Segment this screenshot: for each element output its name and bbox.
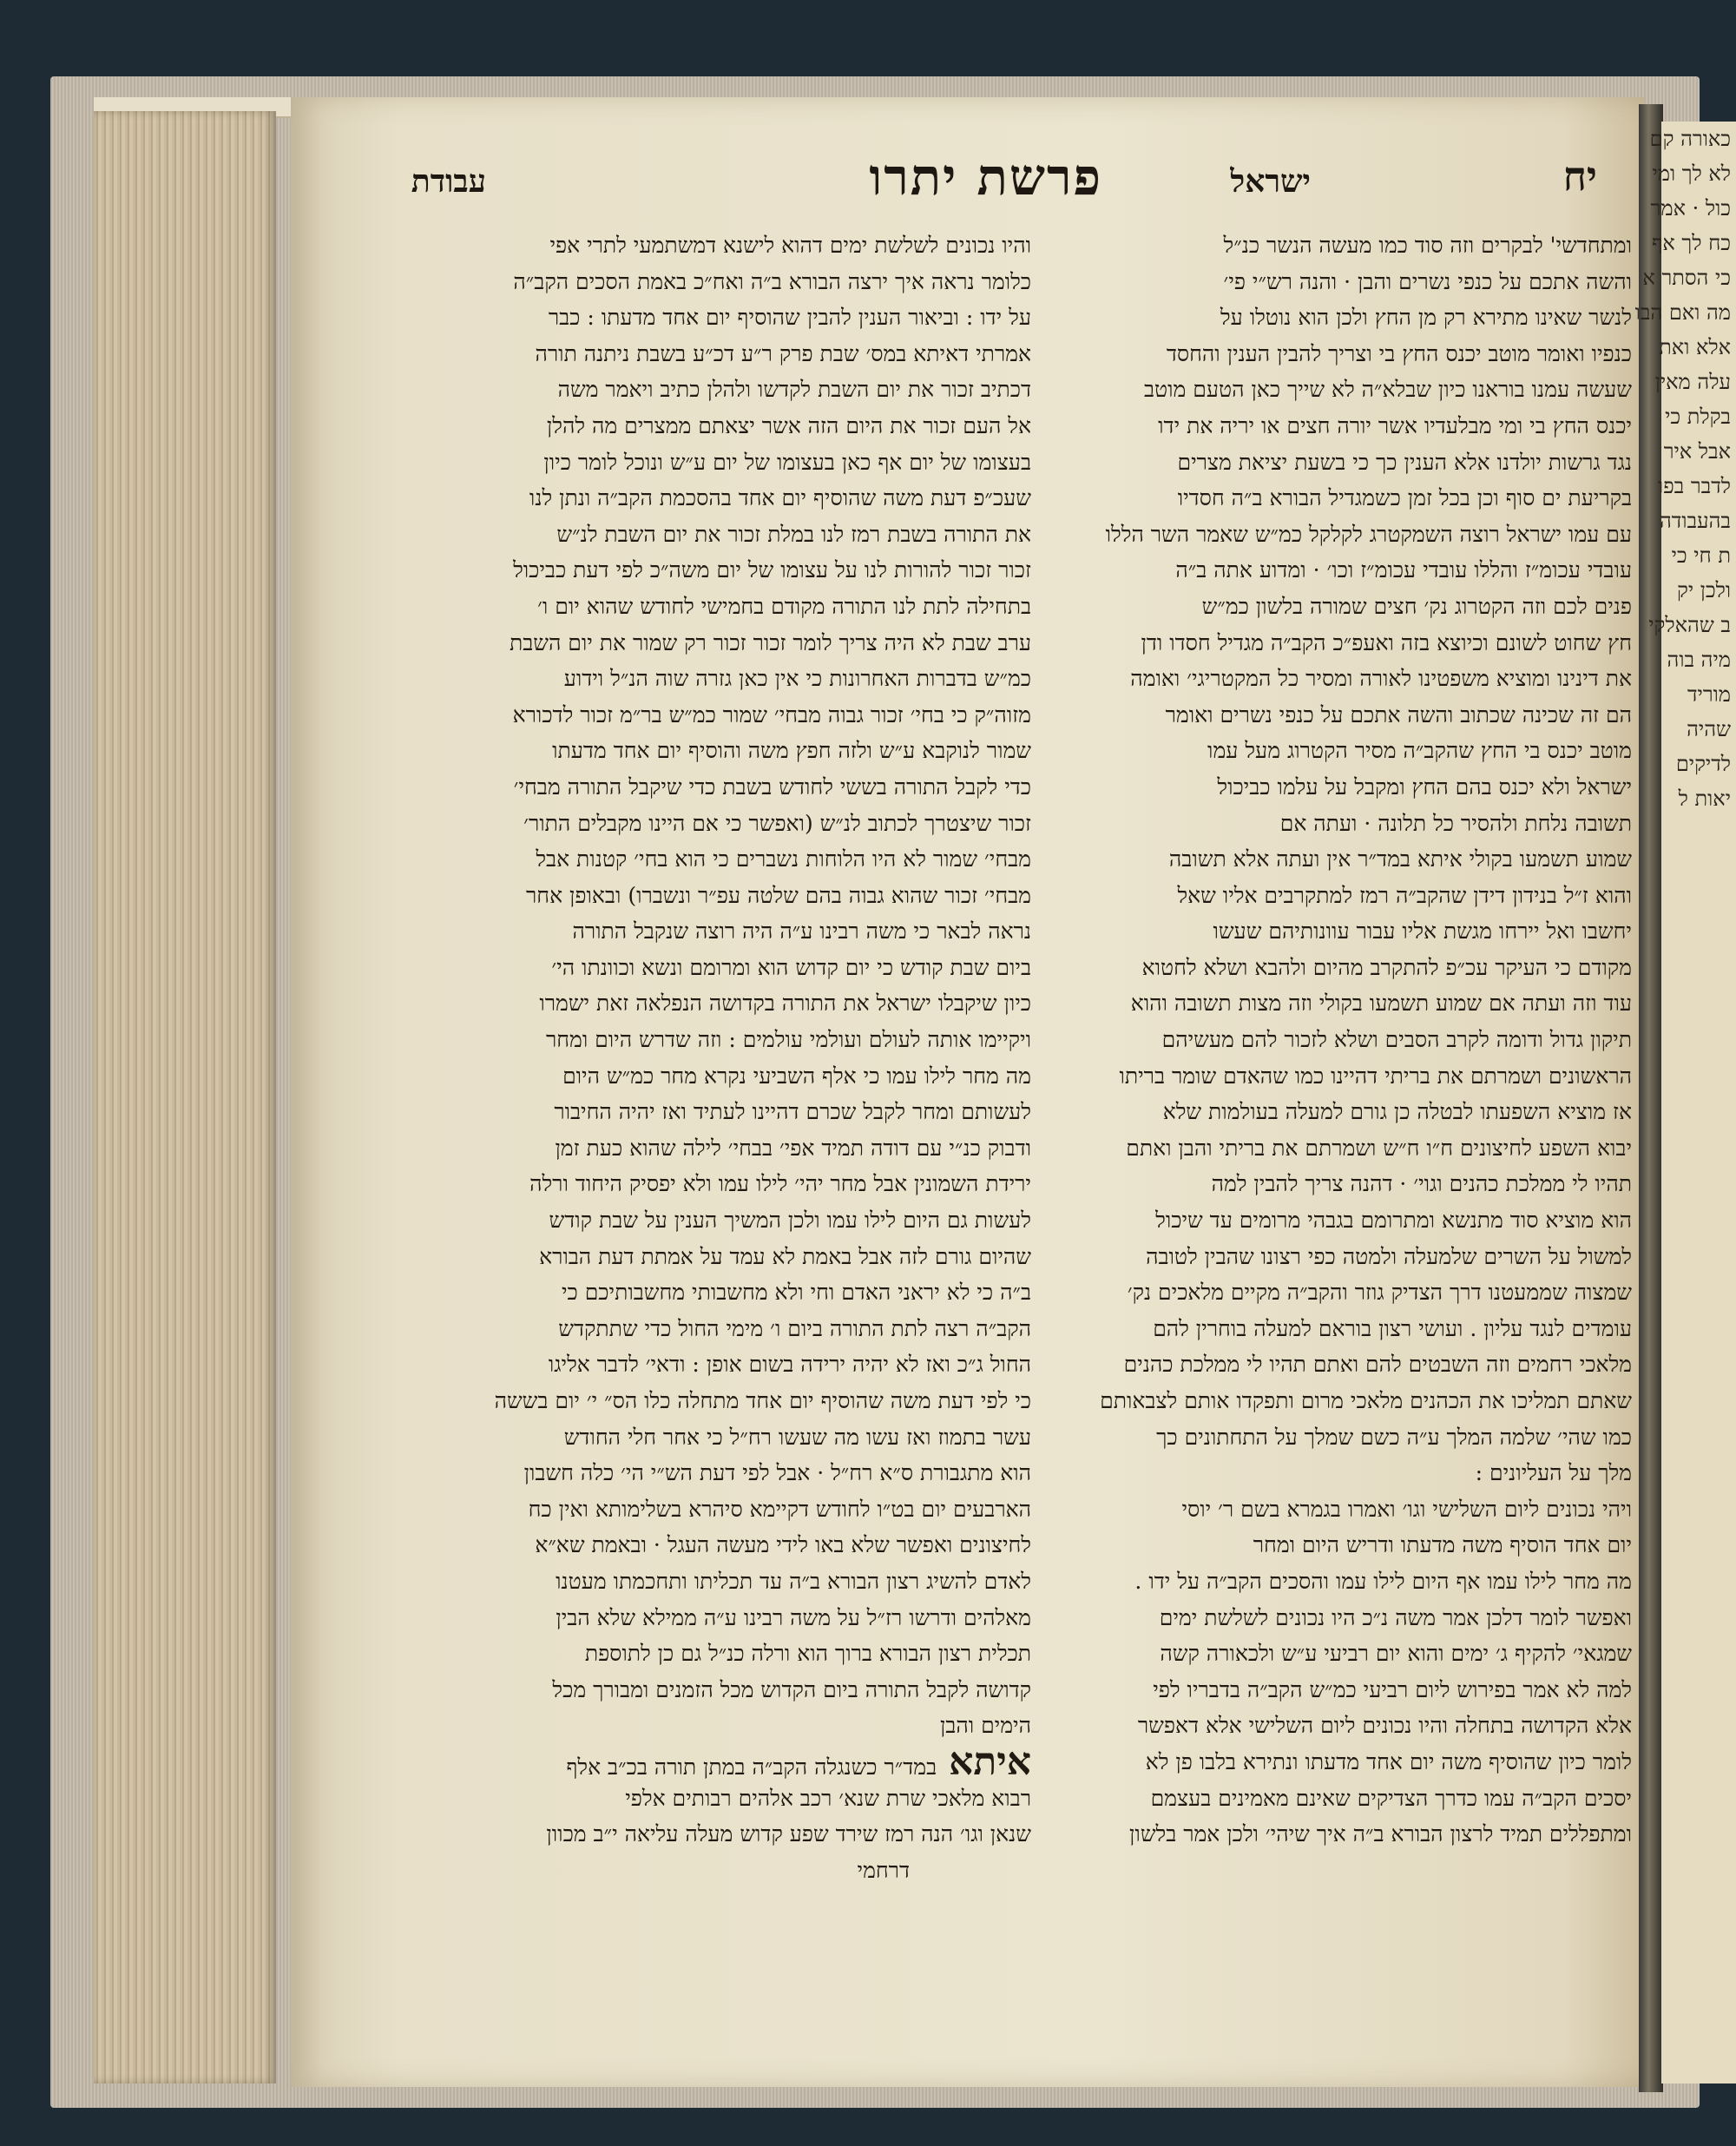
text-line: שאתם תמליכו את הכהנים מלאכי מרום ותפקדו אותם לצבאותם xyxy=(1100,1388,1632,1413)
text-line: ירידת השמונין אבל מחר יהי׳ לילו עמו ולא יפסיק היחוד ורלה xyxy=(529,1171,1031,1197)
text-line: יסכים הקב״ה עמו כדרך הצדיקים שאינם מאמינים בעצמם xyxy=(1150,1785,1632,1811)
text-line: שהיום גורם לזה אבל באמת לא עמד על אמתת דעת הבורא xyxy=(539,1243,1031,1269)
facing-page-line: מיה בוה xyxy=(1667,648,1731,672)
text-line: עם עמו ישראל רוצה השמקטרג לקלקל כמ״ש שאמר השר הללו xyxy=(1105,521,1632,547)
text-line: והיו נכונים לשלשת ימים דהוא לישנא דמשתמעי לתרי אפי xyxy=(549,233,1031,258)
text-line: זכור שיצטרך לכתוב לנ״ש (ואפשר כי אם היינו מקבלים התור׳ xyxy=(523,810,1031,836)
text-line: אלא הקדושה בתחלה והיו נכונים ליום השלישי אלא דאפשר xyxy=(1137,1713,1632,1739)
text-line: עשר בתמוז ואז עשו מה שעשו רח״ל כי אחר חלי החודש xyxy=(563,1424,1031,1450)
text-line xyxy=(363,1739,1031,1784)
facing-page-line: כח לך אף xyxy=(1651,231,1731,255)
text-line: מזוה״ק כי בחי׳ זכור גבוה מבחי׳ שמור כמ״ש בר״מ זכור לדכורא xyxy=(512,701,1031,727)
text-line: תשובה נלחת ולהסיר כל תלונה · ועתה אם xyxy=(1279,810,1632,836)
facing-page-line: כי הסתר א xyxy=(1642,266,1731,290)
text-line: שעכ״פ דעת משה שהוסיף יום אחד בהסכמת הקב״ה ונתן לנו xyxy=(529,485,1031,511)
text-line: שמצוה שממעטנו דרך הצדיק גוזר והקב״ה מקיים מלאכים נק׳ xyxy=(1127,1280,1632,1306)
text-line: כמ״ש בדברות האחרונות כי אין כאן גזרה שוה הנ״ל וידוע xyxy=(563,666,1031,692)
facing-page-line: שהיה xyxy=(1687,717,1731,741)
facing-page-line: בהעבודה xyxy=(1659,509,1731,533)
text-line: לומר כיון שהוסיף משה יום אחד מדעתו ונתירא בלבו פן לא xyxy=(1145,1748,1632,1774)
text-line: מלאכי רחמים וזה השבטים להם ואתם תהיו לי ממלכת כהנים xyxy=(1123,1352,1632,1378)
facing-page-line: לא לך ומי xyxy=(1652,161,1731,186)
folio-number: יח xyxy=(1562,153,1597,200)
text-line: כי לפי דעת משה שהוסיף יום אחד מתחלה כלו הס״ י׳ יום בששה xyxy=(494,1388,1031,1413)
text-line: עומדים לנגד עליון . ועושי רצון בוראם למעלה בוחרין להם xyxy=(1153,1315,1632,1341)
page-block-edge xyxy=(94,111,276,2083)
text-line: מה מחר לילו עמו כי אלף השביעי נקרא מחר כמ״ש היום xyxy=(562,1063,1031,1089)
book-gutter xyxy=(1639,104,1663,2092)
text-line: החול ג״כ ואז לא יהיה ירידה בשום אופן : ודאי׳ לדבר אליגו xyxy=(548,1352,1031,1378)
text-line: מבחי׳ שמור לא היו הלוחות נשברים כי הוא בחי׳ קטנות אבל xyxy=(536,846,1031,872)
text-line: למה לא אמר בפירוש ליום רביעי כמ״ש הקב״ה בדבריו לפי xyxy=(1153,1676,1632,1702)
text-line: ודבוק כנ״י עם דודה תמיד אפי׳ בבחי׳ לילה שהוא כעת זמן xyxy=(555,1135,1031,1161)
text-line: ערב שבת לא היה צריך לומר זכור זכור רק שמור את יום השבת xyxy=(509,629,1031,655)
text-line: שמור לנוקבא ע״ש ולזה חפץ משה והוסיף יום אחד מדעתו xyxy=(552,738,1031,764)
text-line: הם זה שכינה שכתוב והשה אתכם על כנפי נשרים ואומר xyxy=(1165,701,1632,727)
facing-page-line: כול · אמר xyxy=(1650,196,1731,221)
facing-page-line: מוריד xyxy=(1687,682,1731,707)
text-line: למשול על השרים שלמעלה ולמטה כפי רצונו שהבין לטובה xyxy=(1146,1243,1632,1269)
text-line: אמרתי דאיתא במס׳ שבת פרק ר״ע דכ״ע בשבת ניתנה תורה xyxy=(535,340,1031,366)
text-line: הוא מתגבורת ס״א רח״ל · אבל לפי דעת הש״י הי׳ כלה חשבון xyxy=(523,1460,1031,1486)
text-line: תהיו לי ממלכת כהנים וגוי׳ · דהנה צריך להבין למה xyxy=(1211,1171,1632,1197)
facing-page-line: מה ואם הבו xyxy=(1634,300,1731,325)
facing-page-line: לדבר בפו xyxy=(1657,474,1731,498)
facing-page-line: ב שהאלקי xyxy=(1648,613,1731,637)
text-line: תיקון גדול ודומה לקרב הסבים ושלא לזכור להם מעשיהם xyxy=(1161,1027,1632,1053)
text-line: מקודם כי העיקר עכ״פ להתקרב מהיום ולהבא ושלא לחטוא xyxy=(1141,954,1632,980)
text-line: נראה לבאר כי משה רבינו ע״ה היה רוצה שנקבל התורה xyxy=(572,918,1031,945)
text-line: על ידו : וביאור הענין להבין שהוסיף יום אחד מדעתו : כבר xyxy=(548,305,1031,331)
text-line: הימים והבן xyxy=(939,1713,1031,1739)
text-line: יכנס החץ בי ומי מבלעדיו אשר יורה חצים או יריה את ידו xyxy=(1158,412,1632,438)
text-line: שנאן וגו׳ הנה רמז שירד שפע קדוש מעלה עליאה י״ב מכוון xyxy=(546,1821,1031,1847)
running-head-left: ישראל xyxy=(1230,163,1311,200)
facing-page-line: ת חי כי xyxy=(1671,543,1731,568)
text-line: לאדם להשיג רצון הבורא ב״ה עד תכליתו ותחכמתו מעטנו xyxy=(556,1568,1031,1594)
text-line: אז מוציא השפעתו לבטלה כן גורם למעלה בעולמות שלא xyxy=(1162,1099,1632,1125)
text-line: הוא מוציא סוד מתנשא ומתרומם בגבהי מרומים עד שיכול xyxy=(1155,1208,1632,1234)
running-head-right: עבודת xyxy=(411,163,486,200)
text-line: הארבעים יום בט״ו לחודש דקיימא סיהרא בשלימותא ואין כח xyxy=(528,1496,1031,1522)
text-line: רבוא מלאכי שרת שנא׳ רכב אלהים רבותים אלפי xyxy=(625,1785,1031,1811)
text-line: ב״ה כי לא יראני האדם וחי ולא מחשבותי מחשבותיכם כי xyxy=(561,1280,1031,1306)
text-line: שמוע תשמעו בקולי איתא במד״ר אין ועתה אלא תשובה xyxy=(1168,846,1632,872)
text-line: והוא ז״ל בנידון דידן שהקב״ה רמז למתקרבים אליו שאל xyxy=(1177,882,1632,908)
text-line: ומתחדשי' לבקרים וזה סוד כמו מעשה הנשר כנ״ל xyxy=(1223,233,1632,258)
text-line: מבחי׳ זכור שהוא גבוה בהם שלטה עפ״ר ונשברו) ובאופן אחר xyxy=(526,882,1031,908)
facing-page-line: יאות ל xyxy=(1678,787,1731,811)
text-line: את דינינו ומוציא משפטינו לאורה ומסיר כל המקטריגי׳ ואומה xyxy=(1130,666,1632,692)
facing-page-fragment xyxy=(1634,122,1736,2083)
text-line: הקב״ה רצה לתת התורה ביום ו׳ מימי החול כדי שתתקדש xyxy=(558,1315,1031,1341)
text-line: בעצומו של יום אף כאן בעצומו של יום ע״ש ונוכל לומר כיון xyxy=(543,449,1031,475)
facing-page-line: אבל איר xyxy=(1663,439,1731,464)
text-line: ויהי נכונים ליום השלישי וגו׳ ואמרו בגמרא בשם ר׳ יוסי xyxy=(1181,1496,1632,1522)
text-column-left xyxy=(363,227,1031,1888)
text-line: דרחמי xyxy=(857,1857,910,1883)
page-header xyxy=(382,148,1597,217)
text-line: מה מחר לילו עמו אף היום לילו עמו והסכים הקב״ה על ידו . xyxy=(1134,1568,1632,1594)
facing-page-line: בקלת כי xyxy=(1665,405,1731,429)
text-line: לעשותם ומחר לקבל שכרם דהיינו לעתיד ואז יהיה החיבור xyxy=(554,1099,1031,1125)
text-line: תכלית רצון הבורא ברוך הוא ורלה כנ״ל גם כן לתוספת xyxy=(584,1641,1031,1667)
text-line: שמגאי׳ להקיף ג׳ ימים והוא יום רביעי ע״ש ולכאורה קשה xyxy=(1160,1641,1632,1667)
text-line: כמו שהי׳ שלמה המלך ע״ה כשם שמלך על התחתונים כך xyxy=(1156,1424,1632,1450)
text-line: חץ שחוט לשונם וכיוצא בזה ואעפ״כ הקב״ה מגדיל חסדו ודן xyxy=(1141,629,1632,655)
text-line: מוטב יכנס בי החץ שהקב״ה מסיר הקטרוג מעל עמו xyxy=(1207,738,1632,764)
text-line: כלומר נראה איך ירצה הבורא ב״ה ואח״כ באמת הסכים הקב״ה xyxy=(513,268,1031,294)
text-line: בתחילה לתת לנו התורה מקודם בחמישי לחודש שהוא יום ו׳ xyxy=(537,593,1031,619)
text-line: נגד גרשות יולדנו אלא הענין כך כי בשעת יציאת מצרים xyxy=(1177,449,1632,475)
text-line: ישראל ולא יכנס בהם החץ ומקבל על עלמו כביכול xyxy=(1217,773,1632,800)
text-line: כנפיו ואומר מוטב יכנס החץ בי וצריך להבין הענין והחסד xyxy=(1166,340,1632,366)
text-line: ומתפללים תמיד לרצון הבורא ב״ה איך שיהי׳ ולכן אמר בלשון xyxy=(1129,1821,1632,1847)
text-line: ואפשר לומר דלכן אמר משה נ״כ היו נכונים לשלשת ימים xyxy=(1159,1604,1632,1630)
text-line-content: במד״ר כשנגלה הקב״ה במתן תורה בכ״ב אלף xyxy=(566,1754,937,1780)
facing-page-line: לדיקים xyxy=(1675,752,1731,776)
text-line: הראשונים ושמרתם את בריתי דהיינו כמו שהאדם שומר בריתו xyxy=(1119,1063,1632,1089)
text-line: פנים לכם וזה הקטרוג נק׳ חצים שמורה בלשון כמ״ש xyxy=(1201,593,1632,619)
facing-page-line: עלה מאין xyxy=(1654,370,1731,394)
text-line: יבוא השפע לחיצונים ח״ו ח״ש ושמרתם את בריתי והבן ואתם xyxy=(1126,1135,1632,1161)
text-line: והשה אתכם על כנפי נשרים והבן · והנה רש״י פי׳ xyxy=(1223,268,1632,294)
text-line: כדי לקבל התורה בששי לחודש בשבת כדי שיקבל התורה מבחי׳ xyxy=(513,773,1031,800)
text-line: בקריעת ים סוף וכן בכל זמן כשמגדיל הבורא ב״ה חסדיו xyxy=(1177,485,1632,511)
text-line: ביום שבת קודש כי יום קדוש הוא ומרומם ונשא וכוונתו הי׳ xyxy=(551,954,1031,980)
text-line: את התורה בשבת רמז לנו במלת זכור את יום השבת לנ״ש xyxy=(556,521,1031,547)
facing-page-line: ולכן יק xyxy=(1677,578,1731,602)
text-line: עובדי עכומ״ז והללו עובדי עכומ״ז וכו׳ · ומדוע אתה ב״ה xyxy=(1175,557,1632,583)
text-line: לחיצונים ואפשר שלא באו לידי מעשה העגל · ובאמת שא״א xyxy=(535,1532,1031,1558)
text-line: זכור זכור להורות לנו על עצומו של יום משה״כ לפי דעת כביכול xyxy=(513,557,1031,583)
text-line: לנשר שאינו מתירא רק מן החץ ולכן הוא נוטלו על xyxy=(1220,305,1632,331)
text-line: כיון שיקבלו ישראל את התורה בקדושה הנפלאה זאת ישמרו xyxy=(539,991,1031,1017)
paragraph-opening-word: איתא xyxy=(949,1739,1031,1784)
text-line: מלך על העליונים : xyxy=(1475,1460,1632,1486)
text-line: דכתיב זכור את יום השבת לקדשו ולהלן כתיב ויאמר משה xyxy=(557,377,1031,403)
text-line: לעשות גם היום לילו עמו ולכן המשיך הענין על שבת קודש xyxy=(549,1208,1031,1234)
text-line: אל העם זכור את היום הזה אשר יצאתם ממצרים מה להלן xyxy=(546,412,1031,438)
text-line: יחשבו ואל יירחו מגשת אליו עבור עוונותיהם שעשו xyxy=(1213,918,1632,945)
facing-page-line: אלא ואת xyxy=(1659,335,1731,359)
text-column-right xyxy=(1042,227,1632,1853)
running-head-title: פרשת יתרו xyxy=(869,148,1102,207)
text-line: קדושה לקבל התורה ביום הקדוש מכל הזמנים ומבורך מכל xyxy=(552,1676,1031,1702)
text-line: ויקיימו אותה לעולם ועולמי עולמים : וזה שדרש היום ומחר xyxy=(545,1027,1031,1053)
text-line: יום אחד הוסיף משה מדעתו ודריש היום ומחר xyxy=(1253,1532,1632,1558)
text-line: שעשה עמנו בוראנו כיון שבלא״ה לא שייך כאן הטעם מוטב xyxy=(1143,377,1632,403)
text-line: עוד וזה ועתה אם שמוע תשמעו בקולי וזה מצות תשובה והוא xyxy=(1130,991,1632,1017)
facing-page-line: כאורה קם xyxy=(1649,127,1731,151)
text-line: מאלהים ודרשו רז״ל על משה רבינו ע״ה ממילא שלא הבין xyxy=(556,1604,1031,1630)
